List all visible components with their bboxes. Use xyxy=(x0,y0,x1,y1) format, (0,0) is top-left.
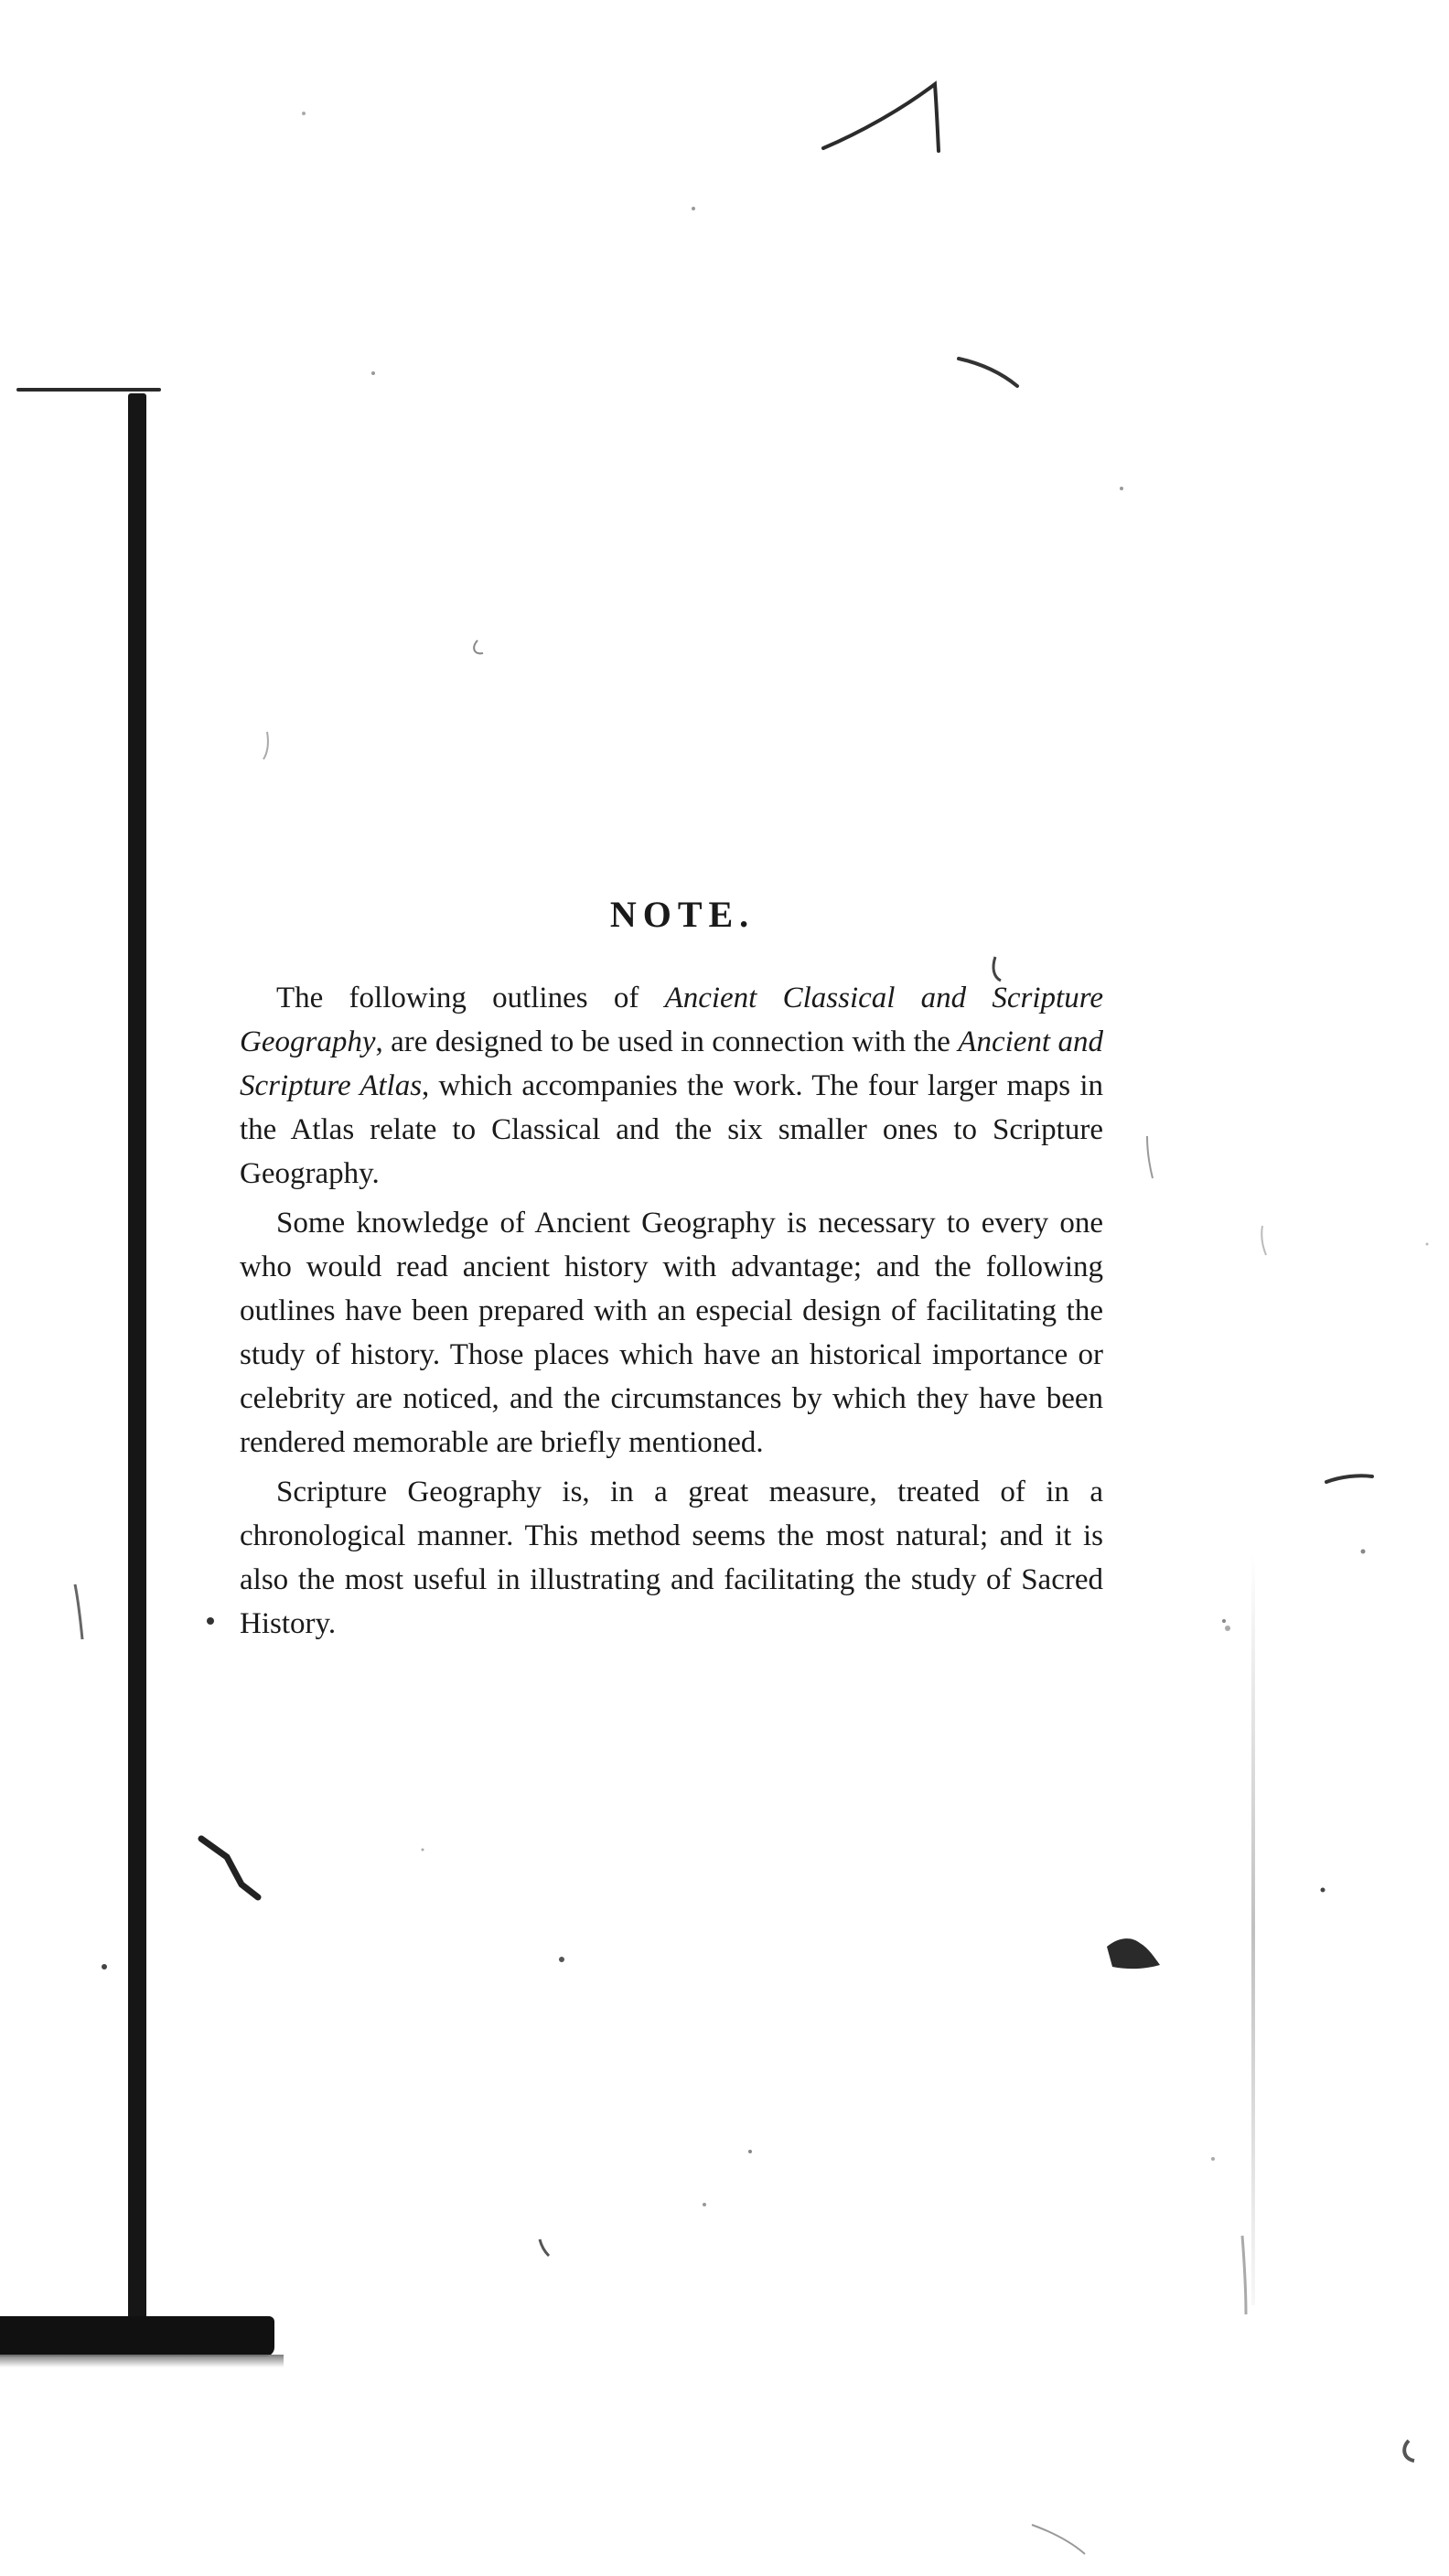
note-heading: NOTE. xyxy=(609,894,756,935)
note-paragraph xyxy=(240,976,1103,1196)
italic-title-text: Ancient Classical and Scripture Geography xyxy=(240,982,1103,1058)
paragraph-text: , which accompanies the work. The four larger maps in the Atlas relate to Classical and the six smaller ones to Scripture Geography. xyxy=(240,1069,1103,1190)
note-text-block xyxy=(240,893,1103,1651)
paragraph-text: , are designed to be used in connection with the xyxy=(375,1025,959,1058)
note-paragraphs xyxy=(240,976,1103,1646)
paragraph-text: Some knowledge of Ancient Geography is necessary to every one who would read ancient history with advantage; and the following outlines have been prepared with an especial design of facilitating the study of history. Those places which have an historical importance or celebrity are noticed, and the circumstances by which they have been rendered memorable are briefly mentioned. xyxy=(240,1207,1103,1459)
paragraph-text: The following outlines of xyxy=(276,982,665,1014)
paragraph-text: Scripture Geography is, in a great measure, treated of in a chronological manner. This method seems the most natural; and it is also the most useful in illustrating and facilitating the study of Sacred History. xyxy=(240,1476,1103,1640)
italic-title-text: Ancient and Scripture Atlas xyxy=(240,1025,1103,1102)
note-paragraph xyxy=(240,1201,1103,1465)
note-paragraph xyxy=(240,1470,1103,1646)
